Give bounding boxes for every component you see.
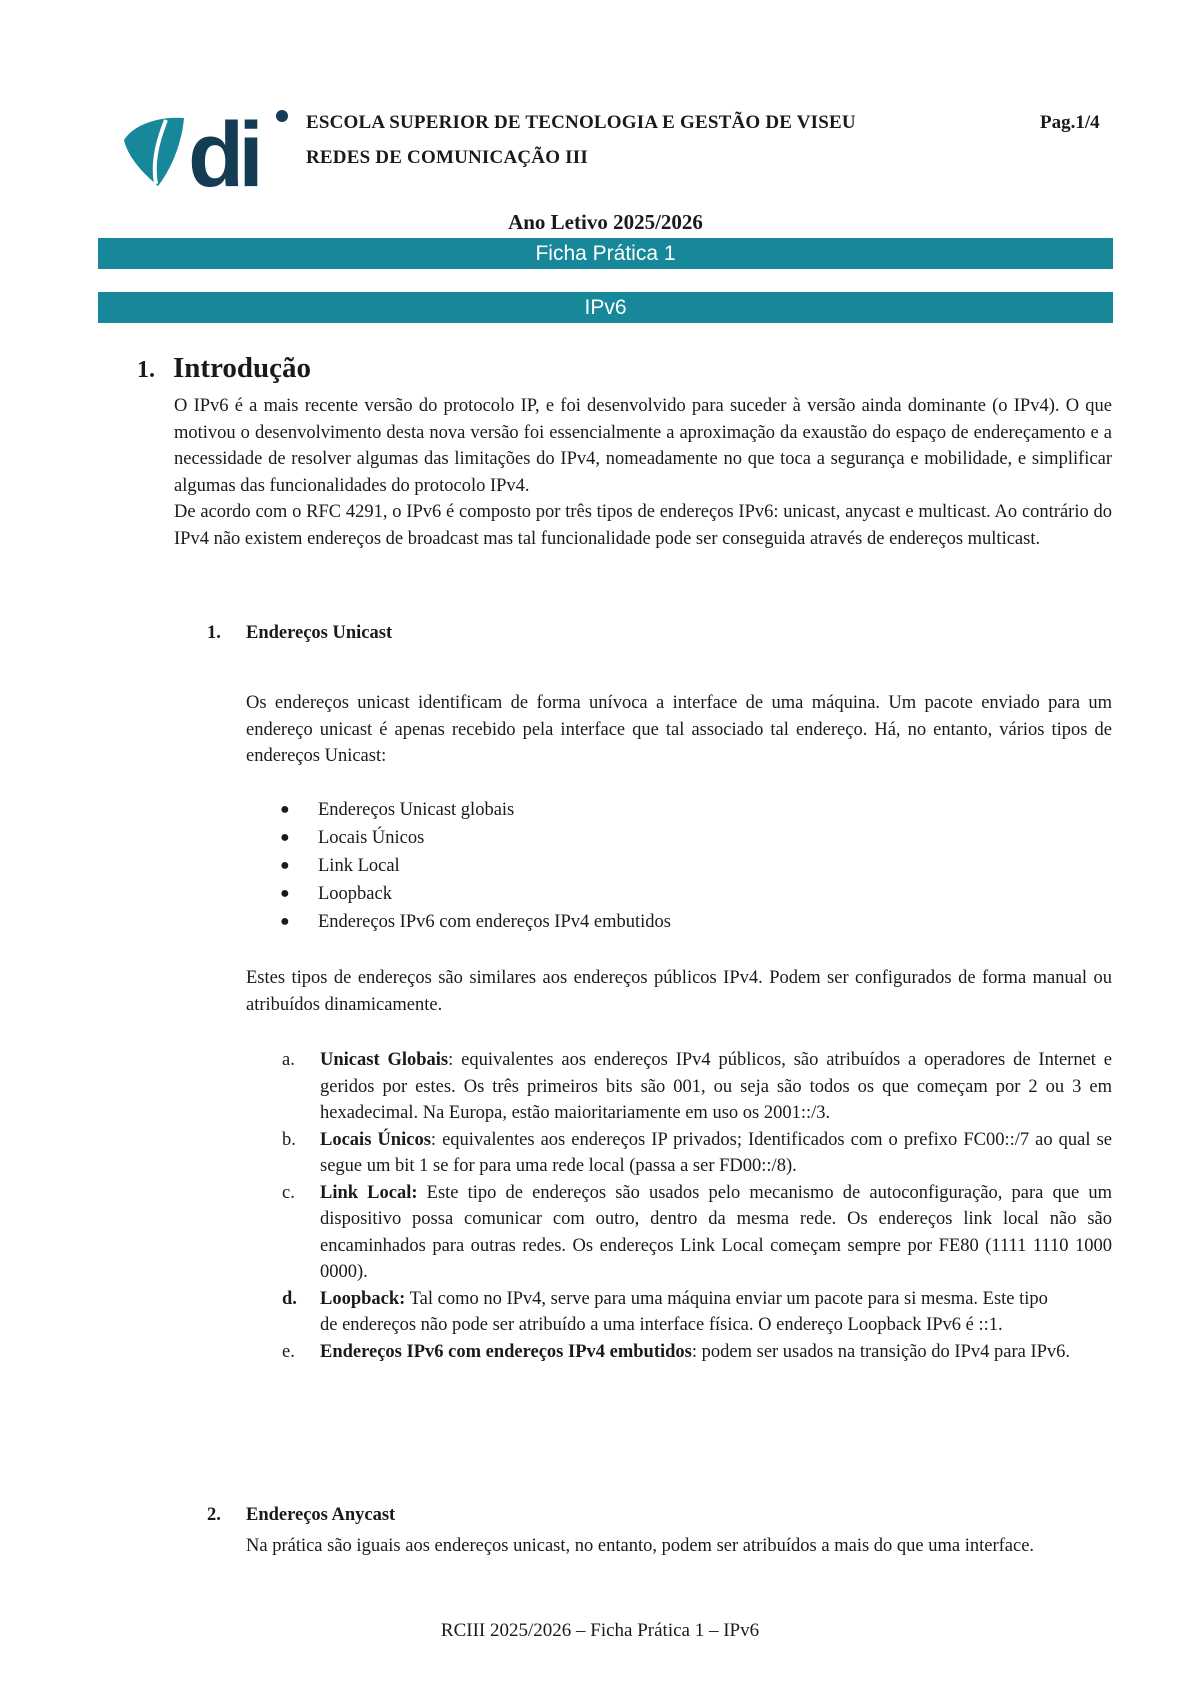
section-heading [137, 352, 311, 385]
course-name: REDES DE COMUNICAÇÃO III [306, 147, 588, 168]
logo-dot [276, 110, 288, 122]
bullet-icon: ● [280, 801, 290, 818]
bullet-icon: ● [280, 857, 290, 874]
section-title: Introdução [173, 352, 312, 384]
unicast-types-list [280, 796, 671, 936]
list-item: ● Loopback [280, 880, 671, 908]
list-item [282, 1286, 1112, 1339]
unicast-similarity-text: Estes tipos de endereços são similares aos endereços públicos IPv4. Podem ser configurados de forma manual ou atribuídos dinamicamente. [246, 968, 1112, 1015]
page-number: Pag.1/4 [1040, 112, 1100, 133]
item-letter: e. [282, 1341, 295, 1362]
item-letter: a. [282, 1050, 295, 1070]
item-letter: d. [282, 1288, 297, 1309]
intro-paragraph-1: O IPv6 é a mais recente versão do protocolo IP, e foi desenvolvido para suceder à versão ainda dominante (o IPv4). O que motivou o desenvolvimento desta nova versão foi essencialmente a aproximação da exaustão do espaço de endereçamento e a necessidade de resolver algumas das limitações do IPv4, nomeadamente no que toca a segurança e mobilidade, e simplificar algumas das funcionalidades do protocolo IPv4. [174, 396, 1112, 496]
item-text: : equivalentes aos endereços IPv4 públicos, são atribuídos a operadores de Internet e geridos por estes. Os três primeiros bits são 001, ou seja são todos os que começam por 2 ou 3 em hexadecimal. Na Europa, estão maioritariamente em uso os 2001::/3. [320, 1050, 1112, 1123]
bullet-icon: ● [280, 885, 290, 902]
list-item: ● Link Local [280, 852, 671, 880]
unicast-details-list [282, 1047, 1112, 1365]
list-item [282, 1180, 1112, 1286]
list-item [282, 1127, 1112, 1180]
item-lead: Endereços IPv6 com endereços IPv4 embutidos [320, 1341, 692, 1362]
logo-letter-d: di [188, 110, 258, 190]
anycast-title: Endereços Anycast [246, 1505, 396, 1525]
item-lead: Link Local: [320, 1182, 418, 1203]
anycast-heading [207, 1505, 395, 1526]
section-number: 1. [137, 357, 155, 383]
bullet-icon: ● [280, 913, 290, 930]
item-text: Este tipo de endereços são usados pelo mecanismo de autoconfiguração, para que um dispositivo possa comunicar com outro, dentro da mesma rede. Os endereços link local não são encaminhados para outras redes. Os endereços Link Local começam sempre por FE80 (1111 1110 1000 0000). [320, 1182, 1112, 1282]
list-item: ● Endereços Unicast globais [280, 796, 671, 824]
list-item: ● Endereços IPv6 com endereços IPv4 embutidos [280, 908, 671, 936]
unicast-title: Endereços Unicast [246, 623, 393, 643]
item-lead: Locais Únicos [320, 1129, 431, 1150]
intro-text [174, 393, 1112, 552]
item-text: : podem ser usados na transição do IPv4 para IPv6. [691, 1341, 1071, 1362]
item-letter: c. [282, 1182, 295, 1203]
anycast-description: Na prática são iguais aos endereços unicast, no entanto, podem ser atribuídos a mais do que uma interface. [246, 1536, 1035, 1556]
di-logo [122, 110, 294, 190]
school-name: ESCOLA SUPERIOR DE TECNOLOGIA E GESTÃO DE VISEU [306, 112, 856, 133]
item-letter: b. [282, 1129, 296, 1150]
list-item [282, 1047, 1112, 1127]
item-lead: Loopback: [320, 1288, 406, 1309]
unicast-description: Os endereços unicast identificam de forma unívoca a interface de uma máquina. Um pacote enviado para um endereço unicast é apenas recebido pela interface que tal associado tal endereço. Há, no entanto, vários tipos de endereços Unicast: [246, 693, 1112, 766]
list-item: ● Locais Únicos [280, 824, 671, 852]
academic-year: Ano Letivo 2025/2026 [508, 210, 703, 234]
item-text: Tal como no IPv4, serve para uma máquina enviar um pacote para si mesma. Este tipo de endereços não pode ser atribuído a uma interface física. O endereço Loopback IPv6 é ::1. [320, 1288, 1048, 1335]
unicast-number: 1. [207, 623, 221, 643]
unicast-heading [207, 623, 392, 644]
bullet-icon: ● [280, 829, 290, 846]
intro-paragraph-2: De acordo com o RFC 4291, o IPv6 é composto por três tipos de endereços IPv6: unicast, anycast e multicast. Ao contrário do IPv4 não existem endereços de broadcast mas tal funcionalidade pode ser conseguida através de endereços multicast. [174, 502, 1112, 549]
item-lead: Unicast Globais [320, 1050, 449, 1070]
topic-banner: IPv6 [98, 292, 1113, 323]
anycast-number: 2. [207, 1505, 221, 1525]
list-item [282, 1339, 1112, 1366]
item-text: : equivalentes aos endereços IP privados; Identificados com o prefixo FC00::/7 ao qual se segue um bit 1 se for para uma rede local (passa a ser FD00::/8). [320, 1129, 1112, 1176]
page-footer: RCIII 2025/2026 – Ficha Prática 1 – IPv6 [440, 1620, 760, 1641]
worksheet-banner: Ficha Prática 1 [98, 238, 1113, 269]
